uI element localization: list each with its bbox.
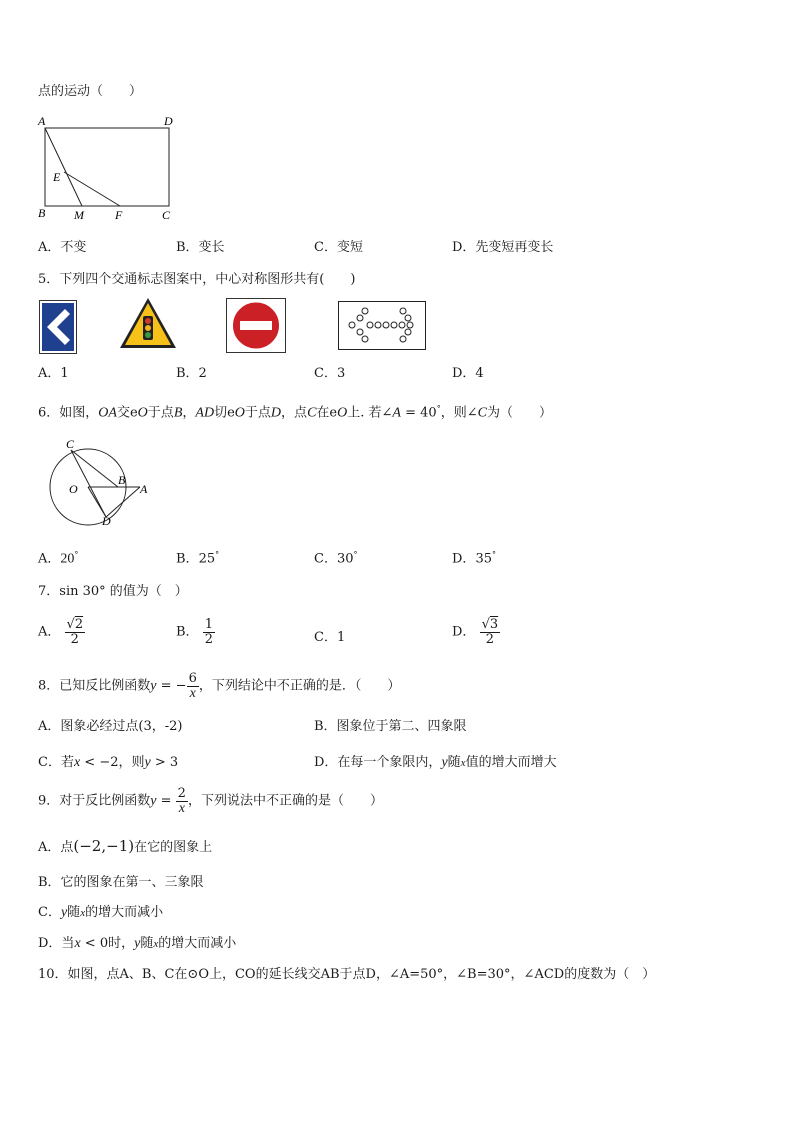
q6-option-b[interactable]: B．25° bbox=[176, 550, 220, 567]
q4-option-c[interactable]: C．变短 bbox=[314, 240, 363, 255]
q6-option-a[interactable]: A．20° bbox=[38, 550, 79, 567]
q6-t21: = 40 bbox=[400, 405, 437, 421]
q4-label-f: F bbox=[115, 208, 123, 222]
q4-option-a[interactable]: A．不变 bbox=[38, 240, 87, 255]
q6-stem bbox=[38, 401, 552, 421]
q7-option-d[interactable]: D． $\frac{√3}{2}$ bbox=[452, 617, 499, 647]
q6-a: A bbox=[392, 405, 401, 421]
q8-option-d[interactable]: D．在每一个象限内，y随x值的增大而增大 bbox=[314, 755, 557, 770]
q8-option-a[interactable]: A．图象必经过点(3，-2) bbox=[38, 719, 183, 734]
q6-t12: 于点 bbox=[244, 405, 271, 421]
q6-number: 6．如图， bbox=[38, 405, 99, 421]
q10-stem: 10．如图，点A、B、C在⊙O上，CO的延长线交AB于点D，∠A=50°，∠B=30°，∠ACD的度数为（ ） bbox=[38, 967, 656, 982]
q6-o1: O bbox=[137, 405, 148, 421]
q6-t19: 上. 若∠ bbox=[347, 405, 393, 421]
q6-t10: e bbox=[227, 405, 235, 421]
q9-option-a[interactable]: A．点(−2,−1)在它的图象上 bbox=[38, 837, 213, 855]
turn-left-chevron-sign-icon bbox=[39, 300, 77, 354]
q9-option-c[interactable]: C．y随x的增大而减小 bbox=[38, 905, 164, 920]
q4-rectangle-figure bbox=[36, 113, 181, 225]
q6-ad: AD bbox=[195, 405, 215, 421]
q4-stem-tail: 点的运动（ ） bbox=[38, 84, 143, 99]
q6-d: D bbox=[270, 405, 282, 421]
q6-label-b: B bbox=[118, 473, 126, 487]
q8-option-c[interactable]: C．若x < −2，则y > 3 bbox=[38, 755, 179, 770]
q6-circle-figure bbox=[40, 436, 160, 528]
q6-label-c: C bbox=[66, 437, 75, 451]
traffic-light-warning-sign-icon bbox=[118, 296, 178, 352]
q6-t23: ，则∠ bbox=[440, 405, 478, 421]
q6-t17: e bbox=[329, 405, 338, 421]
q9-option-b[interactable]: B．它的图象在第一、三象限 bbox=[38, 875, 204, 890]
q7-option-b[interactable]: B． $\frac{1}{2}$ bbox=[176, 617, 213, 647]
q8-option-b[interactable]: B．图象位于第二、四象限 bbox=[314, 719, 467, 734]
q6-c2: C bbox=[477, 405, 487, 421]
q6-deg: ° bbox=[436, 404, 441, 413]
q6-t9: 切 bbox=[214, 405, 228, 421]
q4-label-e: E bbox=[53, 170, 61, 184]
q4-option-b[interactable]: B．变长 bbox=[176, 240, 225, 255]
q5-option-d[interactable]: D．4 bbox=[452, 366, 484, 381]
no-entry-sign-icon bbox=[226, 298, 286, 353]
q5-option-a[interactable]: A．1 bbox=[38, 366, 69, 381]
q6-label-d: D bbox=[102, 514, 111, 528]
q5-stem: 5．下列四个交通标志图案中，中心对称图形共有( ) bbox=[38, 272, 356, 287]
q4-label-d: D bbox=[164, 114, 173, 128]
q5-option-c[interactable]: C．3 bbox=[314, 366, 346, 381]
q6-c: C bbox=[307, 405, 317, 421]
q4-label-a: A bbox=[38, 114, 46, 128]
q6-t25: 为（ ） bbox=[486, 405, 552, 421]
q4-label-b: B bbox=[38, 206, 46, 220]
q9-option-d[interactable]: D．当x < 0时，y随x的增大而减小 bbox=[38, 936, 237, 951]
q7-option-c[interactable]: C．1 bbox=[314, 630, 346, 645]
q6-o2: O bbox=[234, 405, 245, 421]
q9-stem: 9．对于反比例函数y = $\frac{2}{x}$ ，下列说法中不正确的是（ ） bbox=[38, 786, 383, 816]
q7-option-a[interactable]: A． $\frac{√2}{2}$ bbox=[38, 617, 84, 647]
q6-t5: 于点 bbox=[147, 405, 174, 421]
q6-label-a: A bbox=[140, 482, 148, 496]
q4-label-c: C bbox=[162, 208, 171, 222]
q5-option-b[interactable]: B．2 bbox=[176, 366, 207, 381]
q6-t2: 交 bbox=[116, 405, 130, 421]
dotted-arrow-sign-icon bbox=[338, 301, 426, 350]
q6-oa: OA bbox=[98, 405, 117, 421]
q6-t3: e bbox=[129, 405, 138, 421]
q6-option-d[interactable]: D．35° bbox=[452, 550, 496, 567]
q6-t14: ，点 bbox=[281, 405, 308, 421]
q6-t16: 在 bbox=[316, 405, 330, 421]
q7-stem: 7．sin 30° 的值为（ ） bbox=[38, 584, 188, 599]
q4-option-d[interactable]: D．先变短再变长 bbox=[452, 240, 554, 255]
q6-b: B bbox=[173, 405, 183, 421]
q6-t7: ， bbox=[182, 405, 196, 421]
q8-stem: 8．已知反比例函数y = − $\frac{6}{x}$ ，下列结论中不正确的是．（ ） bbox=[38, 671, 401, 701]
q6-option-c[interactable]: C．30° bbox=[314, 550, 358, 567]
q6-o3: O bbox=[337, 405, 348, 421]
q6-label-o: O bbox=[69, 482, 78, 496]
q4-label-m: M bbox=[74, 208, 84, 222]
